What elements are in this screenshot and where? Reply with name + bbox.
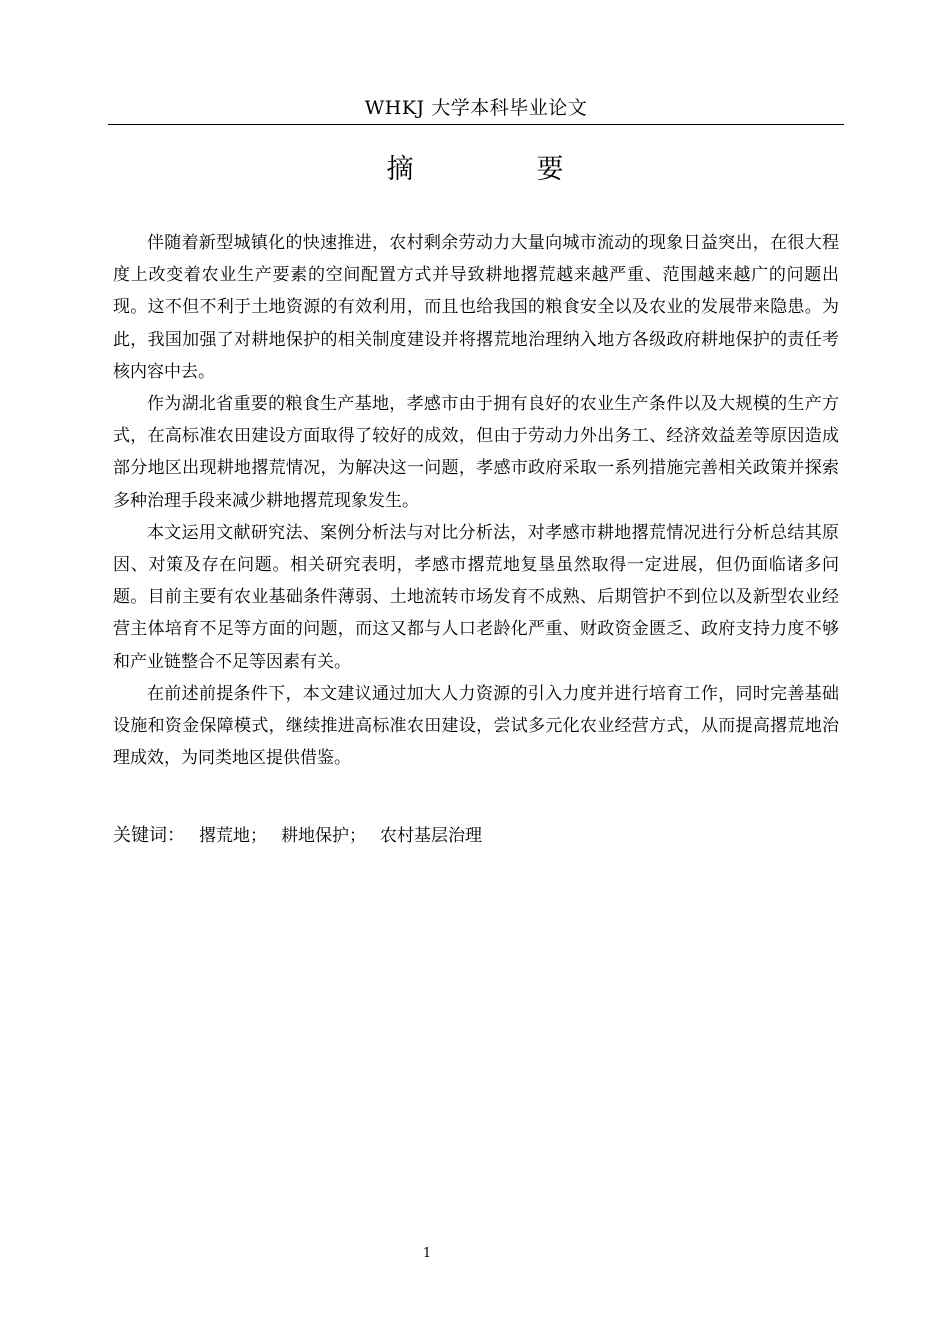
abstract-paragraph-3: 本文运用文献研究法、案例分析法与对比分析法，对孝感市耕地撂荒情况进行分析总结其原因、对策及存在问题。相关研究表明，孝感市撂荒地复垦虽然取得一定进展，但仍面临诸多问题。目前主要有农业基础条件薄弱、土地流转市场发育不成熟、后期管护不到位以及新型农业经营主体培育不足等方面的问题，而这又都与人口老龄化严重、财政资金匮乏、政府支持力度不够和产业链整合不足等因素有关。: [113, 522, 839, 672]
page-title: 摘 要: [386, 154, 612, 185]
keywords-line: [113, 820, 482, 852]
keyword-1: 撂荒地；: [199, 826, 267, 846]
keyword-3: 农村基层治理: [380, 826, 482, 846]
header-text: WHKJ 大学本科毕业论文: [364, 97, 588, 119]
abstract-paragraph-2: 作为湖北省重要的粮食生产基地，孝感市由于拥有良好的农业生产条件以及大规模的生产方式，在高标准农田建设方面取得了较好的成效，但由于劳动力外出务工、经济效益差等原因造成部分地区出现耕地撂荒情况，为解决这一问题，孝感市政府采取一系列措施完善相关政策并探索多种治理手段来减少耕地撂荒现象发生。: [113, 394, 839, 511]
keywords-label: 关键词：: [113, 825, 185, 846]
page-number: 1: [422, 1246, 432, 1261]
page-header: [108, 92, 844, 125]
abstract-body: [113, 227, 839, 774]
keyword-2: 耕地保护；: [281, 826, 366, 846]
abstract-paragraph-4: 在前述前提条件下，本文建议通过加大人力资源的引入力度并进行培育工作，同时完善基础设施和资金保障模式，继续推进高标准农田建设，尝试多元化农业经营方式，从而提高撂荒地治理成效，为同类地区提供借鉴。: [113, 683, 839, 769]
abstract-paragraph-1: 伴随着新型城镇化的快速推进，农村剩余劳动力大量向城市流动的现象日益突出，在很大程度上改变着农业生产要素的空间配置方式并导致耕地撂荒越来越严重、范围越来越广的问题出现。这不但不利于土地资源的有效利用，而且也给我国的粮食安全以及农业的发展带来隐患。为此，我国加强了对耕地保护的相关制度建设并将撂荒地治理纳入地方各级政府耕地保护的责任考核内容中去。: [113, 233, 839, 382]
